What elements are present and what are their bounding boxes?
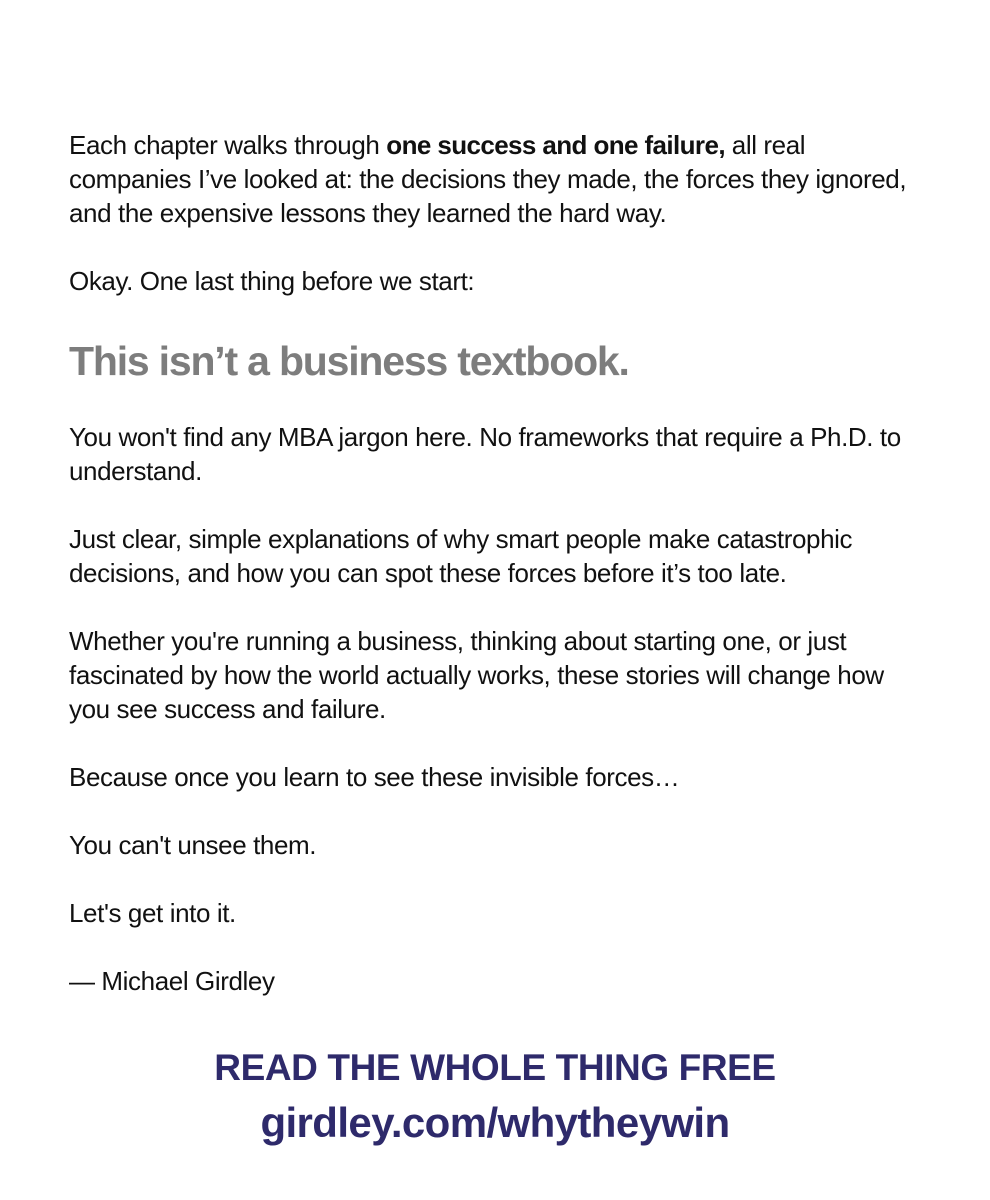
intro-text-end: all real companies I’ve looked at: the decisions they made, the forces they ignored, and the expensive lessons they learned the hard way. xyxy=(69,130,907,228)
paragraph-because: Because once you learn to see these invisible forces… xyxy=(69,762,680,792)
paragraph-explanations: Just clear, simple explanations of why smart people make catastrophic decisions, and how you can spot these forces before it’s too late. xyxy=(69,524,853,588)
intro-paragraph xyxy=(69,128,929,230)
intro-text-bold: one success and one failure, xyxy=(386,130,725,160)
paragraph-mba: You won't find any MBA jargon here. No frameworks that require a Ph.D. to understand. xyxy=(69,422,901,486)
paragraph-unsee: You can't unsee them. xyxy=(69,830,317,860)
okay-paragraph: Okay. One last thing before we start: xyxy=(69,266,475,296)
intro-text-start: Each chapter walks through xyxy=(69,130,387,160)
section-heading: This isn’t a business textbook. xyxy=(69,338,629,384)
cta-link[interactable]: girdley.com/whytheywin xyxy=(260,1099,730,1146)
article-body xyxy=(69,128,929,998)
cta-headline: READ THE WHOLE THING FREE xyxy=(214,1047,776,1088)
paragraph-whether: Whether you're running a business, thinking about starting one, or just fascinated by how the world actually works, these stories will change how you see success and failure. xyxy=(69,626,884,724)
author-signoff: — Michael Girdley xyxy=(69,966,275,996)
paragraph-lets-go: Let's get into it. xyxy=(69,898,236,928)
